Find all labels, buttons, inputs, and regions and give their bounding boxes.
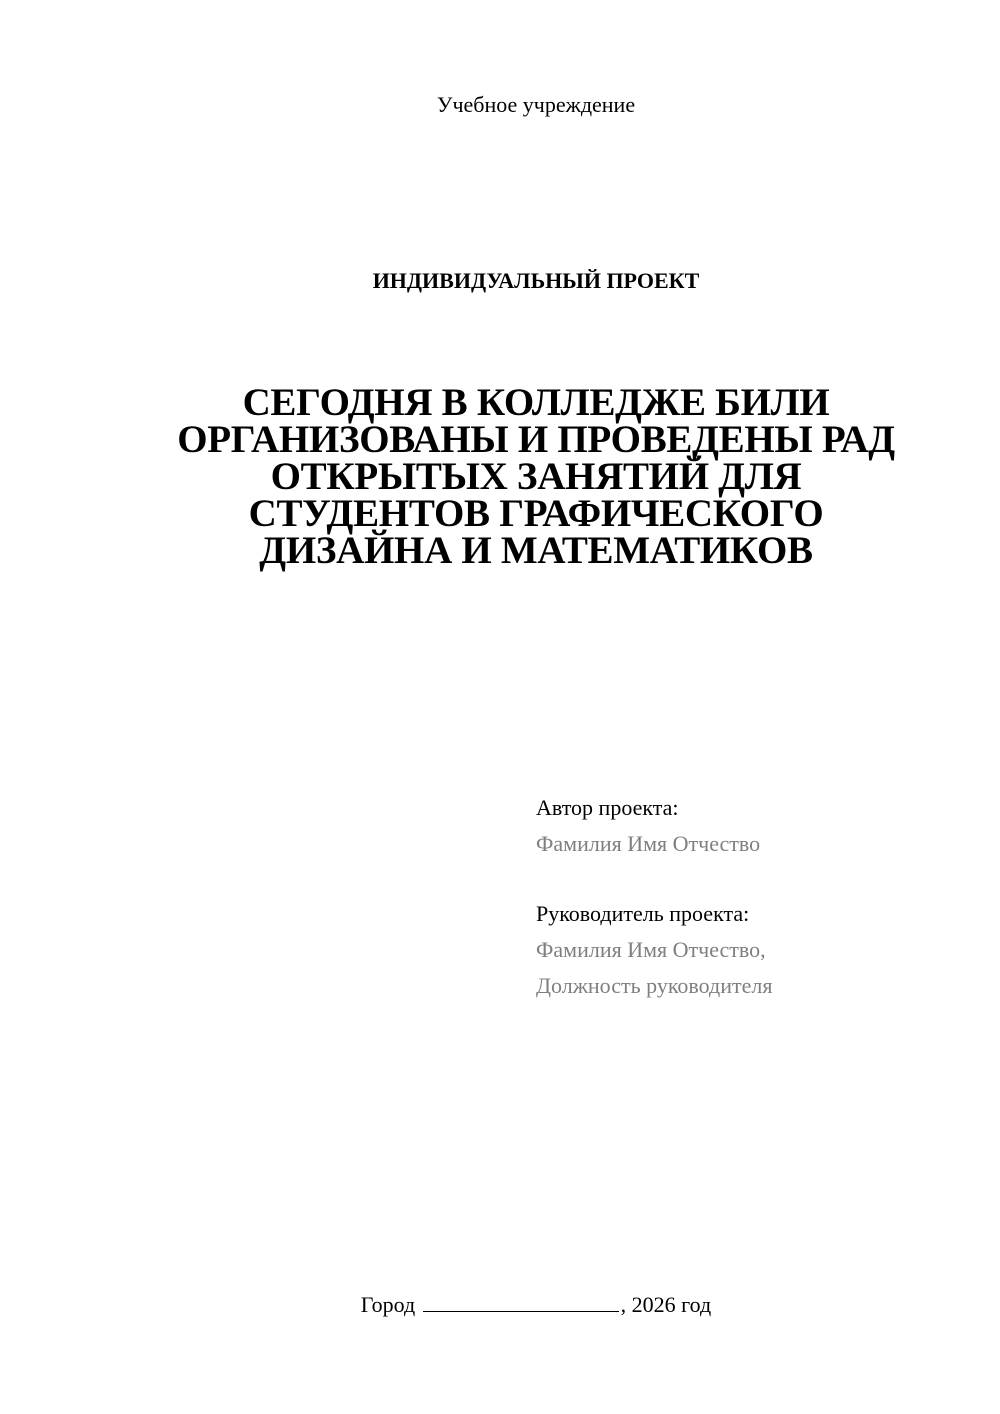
credits-block <box>536 790 772 1004</box>
title-line: ОТКРЫТЫХ ЗАНЯТИЙ ДЛЯ <box>270 455 802 498</box>
title-line: ОРГАНИЗОВАНЫ И ПРОВЕДЕНЫ РАД <box>177 418 895 461</box>
author-name: Фамилия Имя Отчество <box>536 831 761 856</box>
project-type-heading: ИНДИВИДУАЛЬНЫЙ ПРОЕКТ <box>372 268 700 293</box>
institution-name: Учебное учреждение <box>436 92 636 117</box>
year-text: , 2026 год <box>620 1292 712 1317</box>
title-line: СЕГОДНЯ В КОЛЛЕДЖЕ БИЛИ <box>242 381 830 424</box>
project-title <box>140 381 932 572</box>
supervisor-name: Фамилия Имя Отчество, <box>536 937 766 962</box>
city-blank-field <box>423 1293 619 1312</box>
author-label: Автор проекта: <box>536 795 679 820</box>
title-line: СТУДЕНТОВ ГРАФИЧЕСКОГО <box>248 492 824 535</box>
supervisor-label: Руководитель проекта: <box>536 901 750 926</box>
city-label: Город <box>360 1292 416 1317</box>
city-year-line <box>0 1292 1000 1318</box>
supervisor-position: Должность руководителя <box>536 973 773 998</box>
title-line: ДИЗАЙНА И МАТЕМАТИКОВ <box>259 529 813 572</box>
